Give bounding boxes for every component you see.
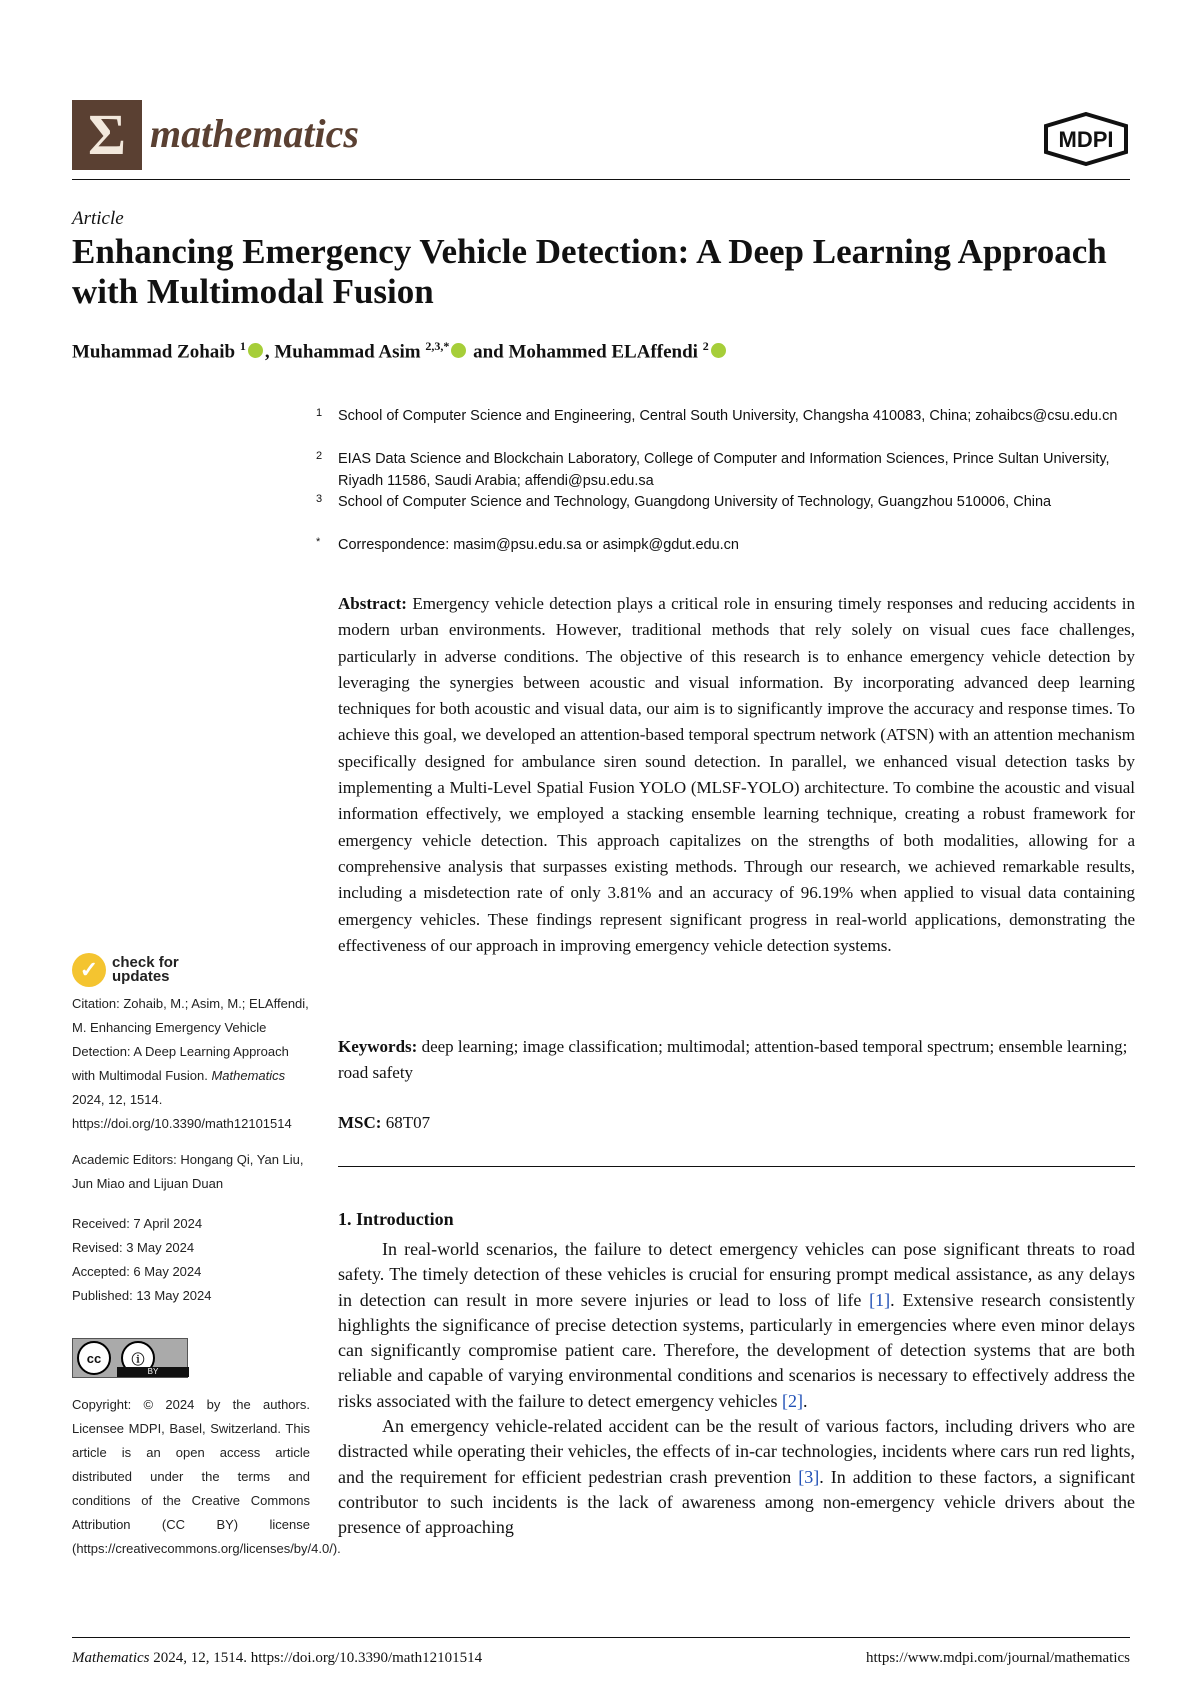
orcid-icon[interactable]	[248, 343, 263, 358]
mdpi-logo	[1042, 112, 1130, 166]
journal-logo	[72, 100, 142, 170]
attribution-icon: ⓘ	[121, 1341, 155, 1375]
received-date: Received: 7 April 2024	[72, 1216, 203, 1231]
abstract-rule	[338, 1166, 1135, 1167]
keywords-label: Keywords:	[338, 1037, 418, 1056]
citation-link[interactable]: [3]	[798, 1466, 820, 1487]
citation-link[interactable]: [1]	[869, 1289, 891, 1310]
paragraph	[338, 1237, 1135, 1414]
affiliation-text: EIAS Data Science and Blockchain Laboratory, College of Computer and Information Sciences, Prince Sultan University, Riyadh 11586, Saudi Arabia; affendi@psu.edu.sa	[338, 451, 1110, 489]
citation-label: Citation:	[72, 996, 120, 1011]
author-separator: and	[468, 341, 509, 363]
msc	[338, 1113, 430, 1133]
affiliation-number: 3	[316, 493, 323, 505]
author-affiliation-marker: 2	[702, 339, 709, 353]
paragraph-text: .	[803, 1390, 808, 1411]
check-for-updates-button[interactable]	[72, 953, 182, 987]
sigma-icon: Σ	[88, 102, 126, 167]
copyright-label: Copyright:	[72, 1397, 132, 1412]
citation-tail: 2024, 12, 1514. https://doi.org/10.3390/math12101514	[72, 1092, 292, 1131]
check-for-updates-label: check for updates	[112, 954, 179, 985]
academic-editors	[72, 1148, 310, 1196]
paragraph-text: . In addition to these factors, a significant contributor to such incidents is the lack of awareness among non-emergency vehicle drivers about the presence of approaching	[338, 1466, 1135, 1538]
footer-citation-text[interactable]: 2024, 12, 1514. https://doi.org/10.3390/math12101514	[149, 1650, 483, 1666]
publication-dates	[72, 1212, 310, 1308]
affiliation-text: School of Computer Science and Engineering, Central South University, Changsha 410083, China; zohaibcs@csu.edu.cn	[338, 408, 1118, 424]
paragraph-text: . Extensive research consistently highlights the significance of precise detection systems, particularly in emergencies where even minor delays can significantly compromise patient care. Therefore, the development of detection systems that are both reliable and capable of varying environmental conditions and scenarios is necessary to effectively address the risks associated with the failure to detect emergency vehicles	[338, 1289, 1135, 1411]
author-list	[72, 339, 728, 363]
abstract	[338, 591, 1135, 959]
cc-by-license-badge[interactable]	[72, 1338, 188, 1378]
accepted-date: Accepted: 6 May 2024	[72, 1264, 202, 1279]
affiliation-2	[316, 449, 1138, 492]
abstract-text: Emergency vehicle detection plays a critical role in ensuring timely responses and reducing accidents in modern urban environments. However, traditional methods that rely solely on visual cues face challenges, particularly in adverse conditions. The objective of this research is to enhance emergency vehicle detection by leveraging the synergies between acoustic and visual information. By incorporating advanced deep learning techniques for both acoustic and visual data, our aim is to significantly improve the accuracy and response times. To achieve this goal, we developed an attention-based temporal spectrum network (ATSN) with an attention mechanism specifically designed for ambulance siren sound detection. In parallel, we enhanced visual detection tasks by implementing a Multi-Level Spatial Fusion YOLO (MLSF-YOLO) architecture. To combine the acoustic and visual information effectively, we employed a stacking ensemble learning technique, creating a robust framework for emergency vehicle detection. This approach capitalizes on the strengths of both modalities, allowing for a comprehensive analysis that surpasses existing methods. Through our research, we achieved remarkable results, including a misdetection rate of only 3.81% and an accuracy of 96.19% when applied to visual data containing emergency vehicles. These findings represent significant progress in real-world applications, demonstrating the effectiveness of our approach in improving emergency vehicle detection systems.	[338, 594, 1136, 955]
checkmark-icon: ✓	[72, 953, 106, 987]
revised-date: Revised: 3 May 2024	[72, 1240, 195, 1255]
cc-icon: cc	[77, 1341, 111, 1375]
citation-journal: Mathematics	[211, 1068, 286, 1083]
orcid-icon[interactable]	[451, 343, 466, 358]
footer-citation	[72, 1650, 482, 1667]
orcid-icon[interactable]	[711, 343, 726, 358]
author-separator: ,	[264, 341, 275, 363]
keywords-text: deep learning; image classification; multimodal; attention-based temporal spectrum; ensemble learning; road safety	[338, 1037, 1128, 1083]
affiliation-1	[316, 406, 1138, 428]
author-name: Muhammad Zohaib	[72, 341, 236, 363]
footer-journal: Mathematics	[72, 1650, 150, 1666]
citation-block	[72, 992, 310, 1136]
author-name: Muhammad Asim	[274, 341, 421, 363]
abstract-label: Abstract:	[338, 594, 407, 613]
copyright-block	[72, 1393, 341, 1561]
introduction-body	[338, 1237, 1135, 1541]
author-affiliation-marker: 1	[239, 339, 246, 353]
citation-link[interactable]: [2]	[782, 1390, 804, 1411]
article-type: Article	[72, 208, 124, 229]
copyright-text: © 2024 by the authors. Licensee MDPI, Basel, Switzerland. This article is an open access article distributed under the terms and conditions of the Creative Commons Attribution (CC BY) license (https://creativecommons.org/licenses/by/4.0/).	[72, 1397, 341, 1556]
msc-text: 68T07	[385, 1113, 431, 1132]
author-affiliation-marker: 2,3,*	[425, 339, 450, 353]
editors-text: Hongang Qi, Yan Liu, Jun Miao and Lijuan Duan	[72, 1152, 304, 1191]
journal-name: mathematics	[150, 111, 359, 156]
footer-rule	[72, 1637, 1130, 1638]
citation-text: Zohaib, M.; Asim, M.; ELAffendi, M. Enhancing Emergency Vehicle Detection: A Deep Learning Approach with Multimodal Fusion.	[72, 996, 309, 1083]
mdpi-logo-text: MDPI	[1058, 127, 1114, 152]
paragraph-text: In real-world scenarios, the failure to detect emergency vehicles can pose significant threats to road safety. The timely detection of these vehicles is crucial for ensuring prompt medical assistance, as any delays in detection can result in more severe injuries or lead to loss of life	[338, 1239, 1135, 1310]
affiliation-number: *	[316, 536, 321, 548]
published-date: Published: 13 May 2024	[72, 1288, 212, 1303]
keywords	[338, 1034, 1135, 1087]
msc-label: MSC:	[338, 1113, 382, 1132]
correspondence	[316, 535, 1138, 557]
affiliation-text: Correspondence: masim@psu.edu.sa or asimpk@gdut.edu.cn	[338, 537, 740, 553]
by-label: BY	[117, 1367, 189, 1377]
affiliation-number: 1	[316, 407, 323, 419]
affiliation-text: School of Computer Science and Technology, Guangdong University of Technology, Guangzhou 510006, China	[338, 494, 1052, 510]
editors-label: Academic Editors:	[72, 1152, 177, 1167]
affiliation-number: 2	[316, 450, 323, 462]
section-heading: 1. Introduction	[338, 1209, 454, 1229]
paragraph-text: An emergency vehicle-related accident can be the result of various factors, including drivers who are distracted while operating their vehicles, the effects of in-car technologies, incidents where cars run red lights, and the requirement for efficient pedestrian crash prevention	[338, 1416, 1135, 1487]
paragraph	[338, 1414, 1135, 1540]
footer-journal-url[interactable]: https://www.mdpi.com/journal/mathematics	[866, 1650, 1130, 1666]
author-name: Mohammed ELAffendi	[508, 341, 698, 363]
header-rule	[72, 179, 1130, 180]
paper-title: Enhancing Emergency Vehicle Detection: A Deep Learning Approach with Multimodal Fusion	[72, 232, 1107, 311]
affiliation-3	[316, 492, 1138, 514]
